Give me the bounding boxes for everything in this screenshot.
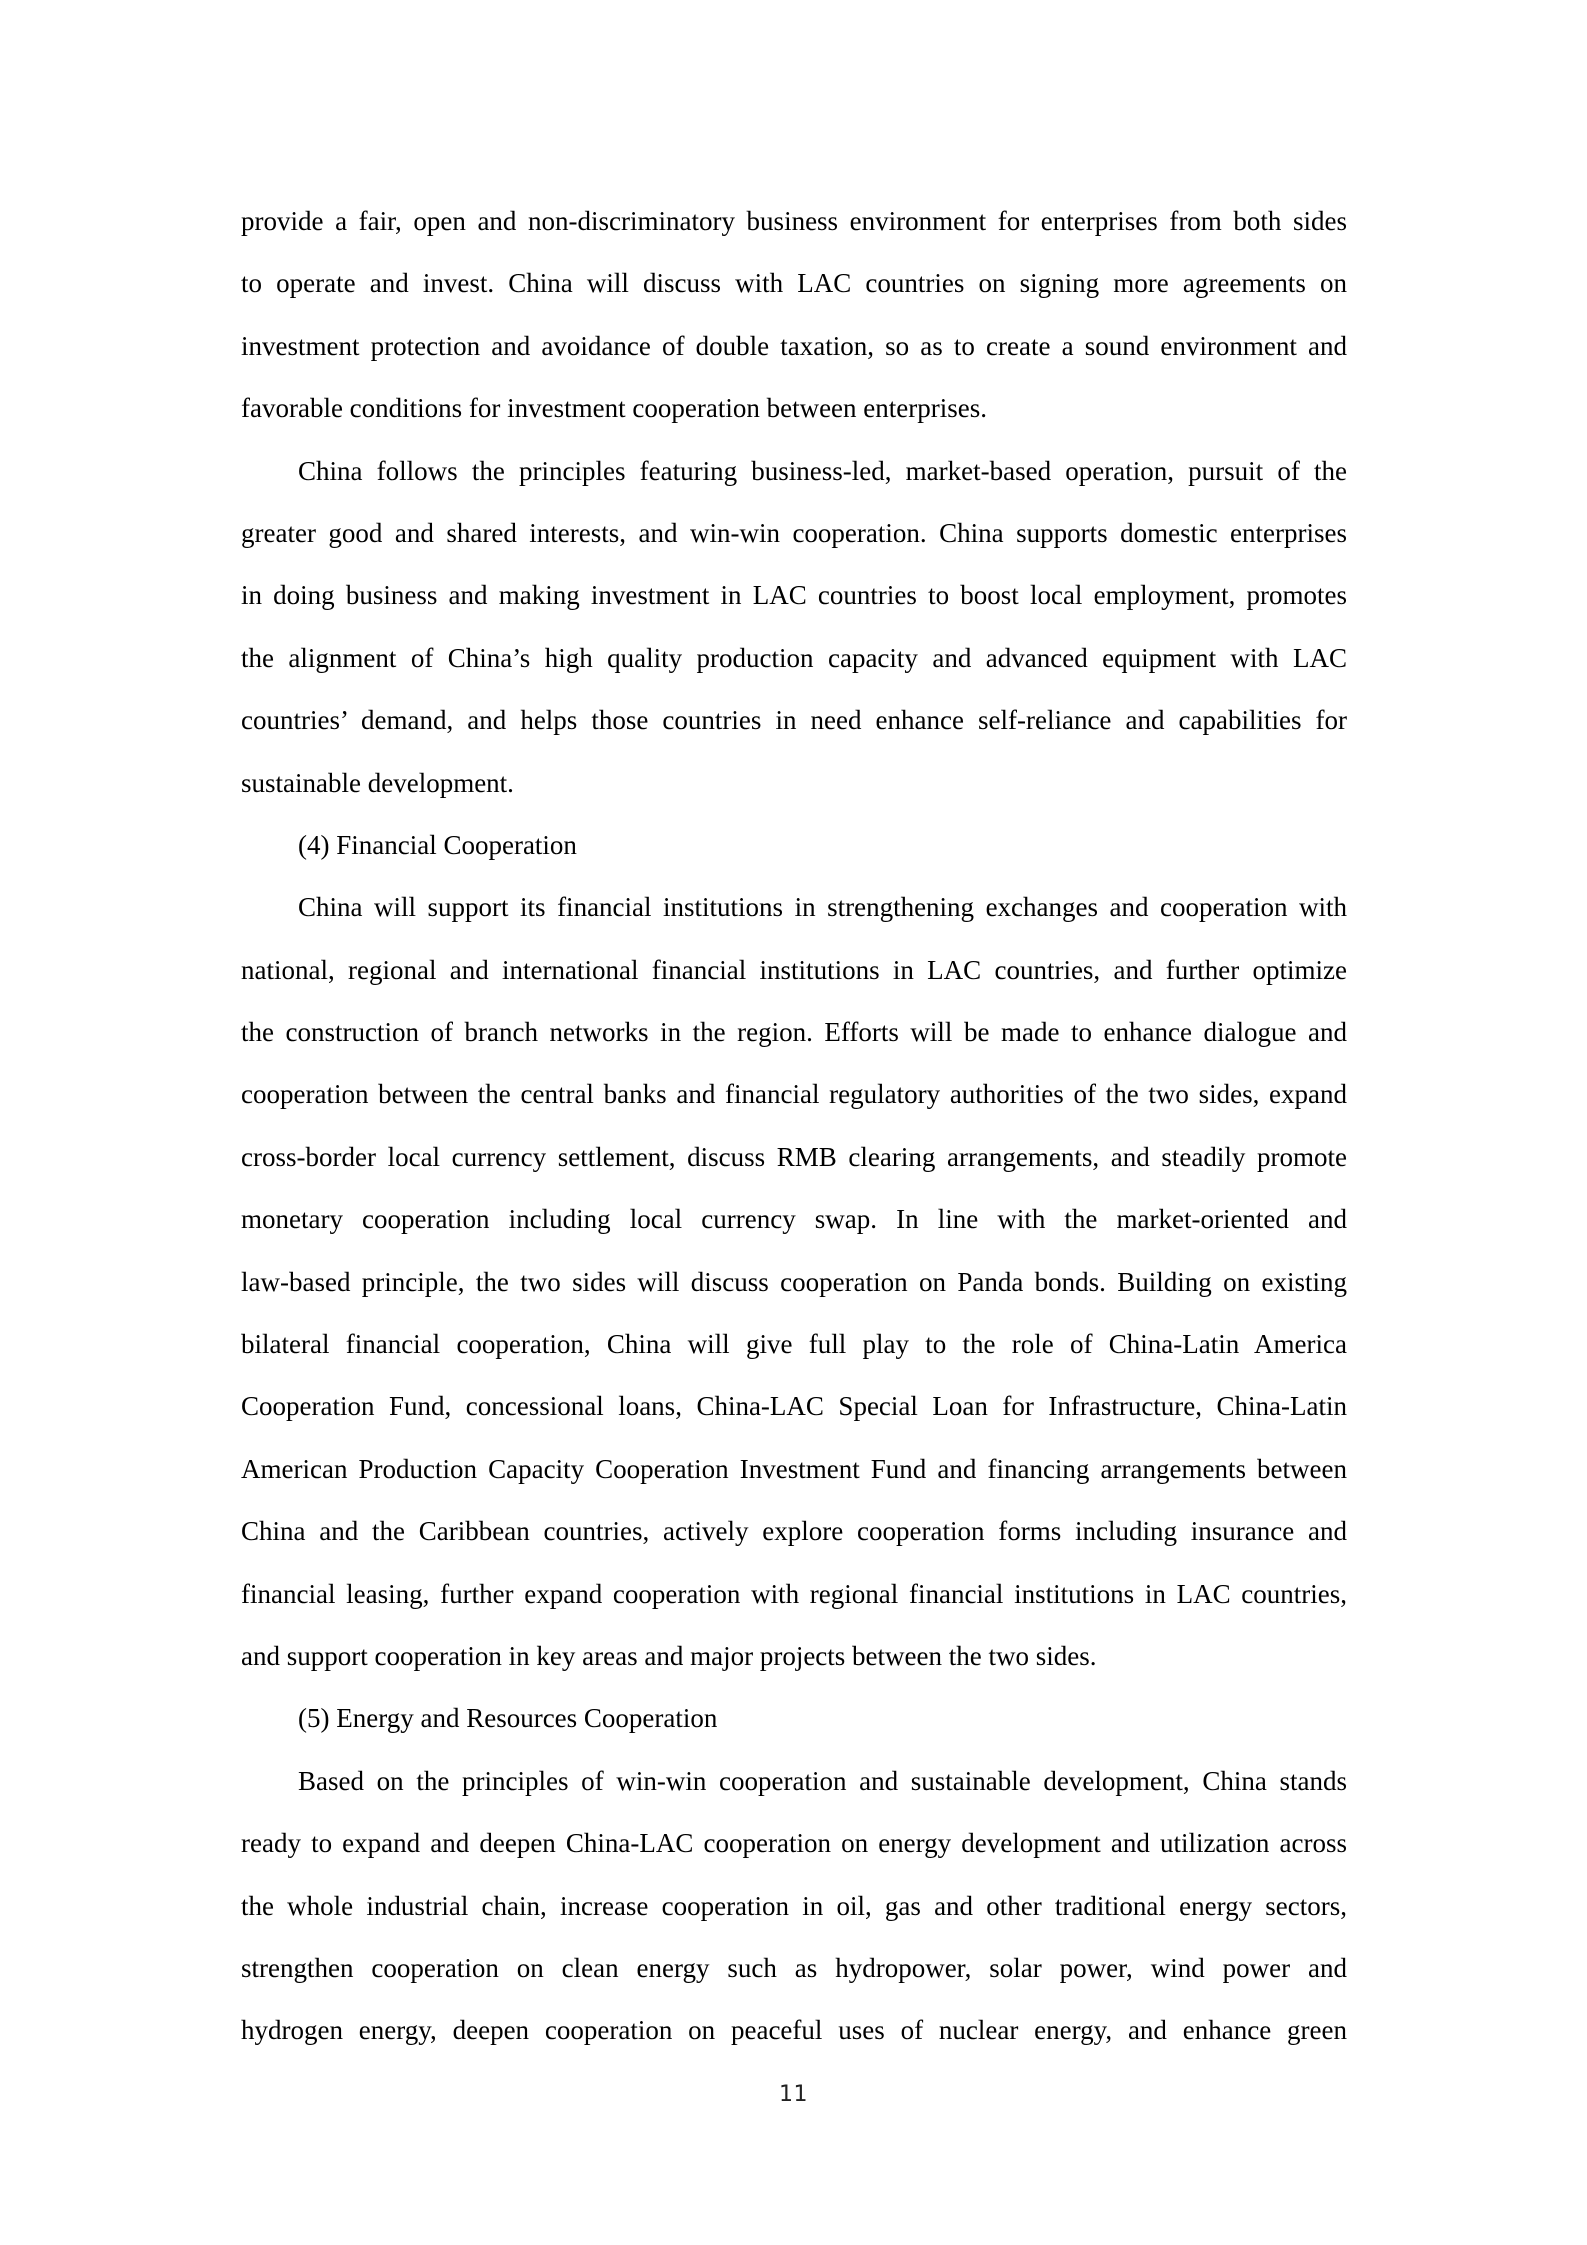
text-line: in doing business and making investment in LAC countries to boost local employment, promotes [241,580,1347,611]
section-heading-energy-resources [241,1687,1347,1749]
text-line: China will support its financial institutions in strengthening exchanges and cooperation with [298,892,1347,923]
text-line: favorable conditions for investment cooperation between enterprises. [241,393,987,424]
text-line: sustainable development. [241,767,514,798]
text-line: financial leasing, further expand cooperation with regional financial institutions in LAC countries, [241,1578,1347,1609]
text-column [241,190,1347,2062]
text-line: Based on the principles of win-win cooperation and sustainable development, China stands [298,1765,1347,1796]
text-line: the alignment of China’s high quality production capacity and advanced equipment with LAC [241,642,1347,673]
text-line: Cooperation Fund, concessional loans, China-LAC Special Loan for Infrastructure, China-Latin [241,1391,1347,1422]
section-heading-financial-cooperation [241,814,1347,876]
text-line: ready to expand and deepen China-LAC cooperation on energy development and utilization across [241,1828,1347,1859]
text-line: countries’ demand, and helps those countries in need enhance self-reliance and capabilities for [241,705,1347,736]
text-line: law-based principle, the two sides will discuss cooperation on Panda bonds. Building on existing [241,1266,1347,1297]
heading-text: (4) Financial Cooperation [298,829,577,860]
text-line: bilateral financial cooperation, China will give full play to the role of China-Latin America [241,1329,1347,1360]
paragraph-business-principles [241,440,1347,814]
text-line: national, regional and international financial institutions in LAC countries, and further optimize [241,954,1347,985]
text-line: cross-border local currency settlement, discuss RMB clearing arrangements, and steadily promote [241,1141,1347,1172]
text-line: American Production Capacity Cooperation Investment Fund and financing arrangements between [241,1453,1347,1484]
page-number: 11 [779,2082,808,2107]
text-line: cooperation between the central banks and financial regulatory authorities of the two sides, expand [241,1079,1347,1110]
text-line: to operate and invest. China will discuss with LAC countries on signing more agreements on [241,268,1347,299]
text-line: and support cooperation in key areas and major projects between the two sides. [241,1640,1097,1671]
paragraph-financial-cooperation [241,876,1347,1687]
text-line: monetary cooperation including local currency swap. In line with the market-oriented and [241,1204,1347,1235]
text-line: greater good and shared interests, and win-win cooperation. China supports domestic enterprises [241,517,1347,548]
text-line: strengthen cooperation on clean energy such as hydropower, solar power, wind power and [241,1952,1347,1983]
text-line: investment protection and avoidance of double taxation, so as to create a sound environment and [241,330,1347,361]
text-line: China and the Caribbean countries, actively explore cooperation forms including insurance and [241,1516,1347,1547]
text-line: China follows the principles featuring business-led, market-based operation, pursuit of the [298,455,1347,486]
paragraph-investment-environment [241,190,1347,440]
text-line: the construction of branch networks in the region. Efforts will be made to enhance dialogue and [241,1017,1347,1048]
text-line: hydrogen energy, deepen cooperation on peaceful uses of nuclear energy, and enhance green [241,2015,1347,2046]
heading-text: (5) Energy and Resources Cooperation [298,1703,718,1734]
text-line: provide a fair, open and non-discriminatory business environment for enterprises from both sides [241,206,1347,236]
text-line: the whole industrial chain, increase cooperation in oil, gas and other traditional energy sectors, [241,1890,1347,1921]
paragraph-energy-cooperation [241,1750,1347,2062]
